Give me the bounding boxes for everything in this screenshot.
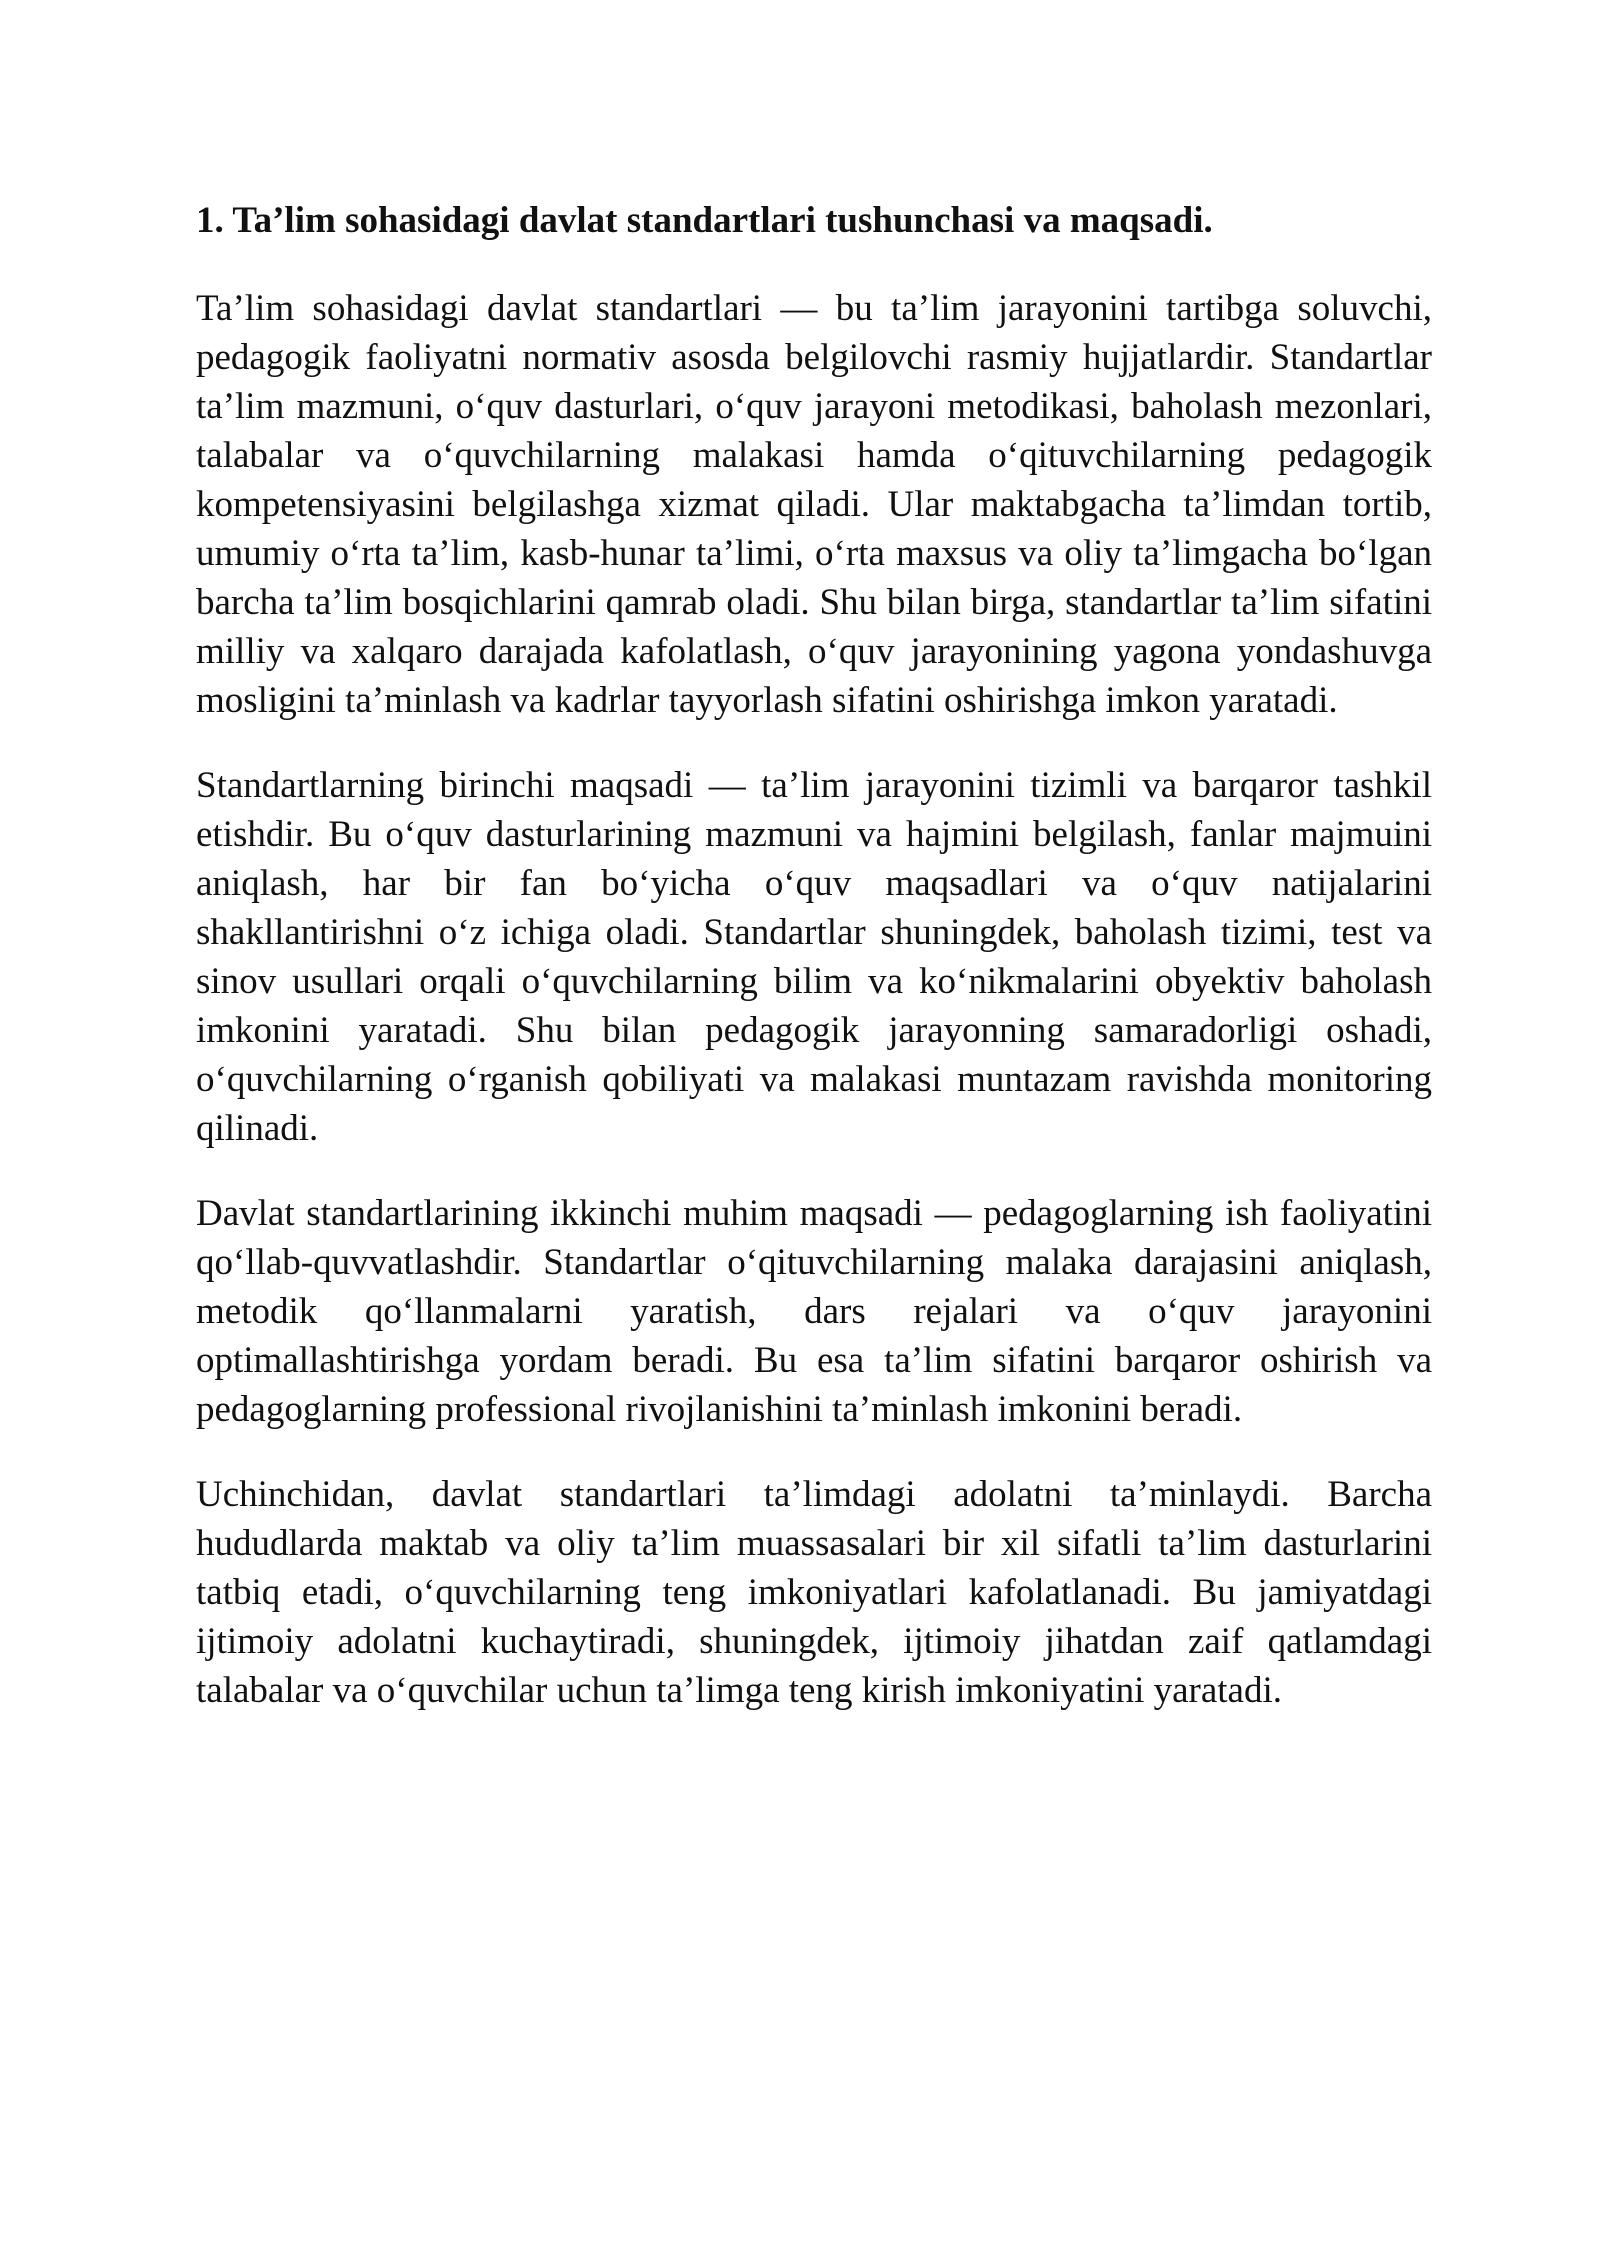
paragraph-second-goal: Davlat standartlarining ikkinchi muhim maqsadi — pedagoglarning ish faoliyatini qo‘llab-quvvatlashdir. Standartlar o‘qituvchilarning malaka darajasini aniqlash, metodik qo‘llanmalarni yaratish, dars rejalari va o‘quv jarayonini optimallashtirishga yordam beradi. Bu esa ta’lim sifatini barqaror oshirish va pedagoglarning professional rivojlanishini ta’minlash imkonini beradi. xyxy=(196,1193,1432,1430)
section-heading: 1. Ta’lim sohasidagi davlat standartlari tushunchasi va maqsadi. xyxy=(196,200,1213,241)
document-body xyxy=(196,196,1432,1751)
paragraph-first-goal: Standartlarning birinchi maqsadi — ta’lim jarayonini tizimli va barqaror tashkil etishdir. Bu o‘quv dasturlarining mazmuni va hajmini belgilash, fanlar majmuini aniqlash, har bir fan bo‘yicha o‘quv maqsadlari va o‘quv natijalarini shakllantirishni o‘z ichiga oladi. Standartlar shuningdek, baholash tizimi, test va sinov usullari orqali o‘quvchilarning bilim va ko‘nikmalarini obyektiv baholash imkonini yaratadi. Shu bilan pedagogik jarayonning samaradorligi oshadi, o‘quvchilarning o‘rganish qobiliyati va malakasi muntazam ravishda monitoring qilinadi. xyxy=(196,765,1432,1149)
paragraph-definition: Ta’lim sohasidagi davlat standartlari — bu ta’lim jarayonini tartibga soluvchi, pedagogik faoliyatni normativ asosda belgilovchi rasmiy hujjatlardir. Standartlar ta’lim mazmuni, o‘quv dasturlari, o‘quv jarayoni metodikasi, baholash mezonlari, talabalar va o‘quvchilarning malakasi hamda o‘qituvchilarning pedagogik kompetensiyasini belgilashga xizmat qiladi. Ular maktabgacha ta’limdan tortib, umumiy o‘rta ta’lim, kasb-hunar ta’limi, o‘rta maxsus va oliy ta’limgacha bo‘lgan barcha ta’lim bosqichlarini qamrab oladi. Shu bilan birga, standartlar ta’lim sifatini milliy va xalqaro darajada kafolatlash, o‘quv jarayonining yagona yondashuvga mosligini ta’minlash va kadrlar tayyorlash sifatini oshirishga imkon yaratadi. xyxy=(196,288,1432,721)
paragraph-third-goal: Uchinchidan, davlat standartlari ta’limdagi adolatni ta’minlaydi. Barcha hududlarda maktab va oliy ta’lim muassasalari bir xil sifatli ta’lim dasturlarini tatbiq etadi, o‘quvchilarning teng imkoniyatlari kafolatlanadi. Bu jamiyatdagi ijtimoiy adolatni kuchaytiradi, shuningdek, ijtimoiy jihatdan zaif qatlamdagi talabalar va o‘quvchilar uchun ta’limga teng kirish imkoniyatini yaratadi. xyxy=(196,1474,1432,1711)
